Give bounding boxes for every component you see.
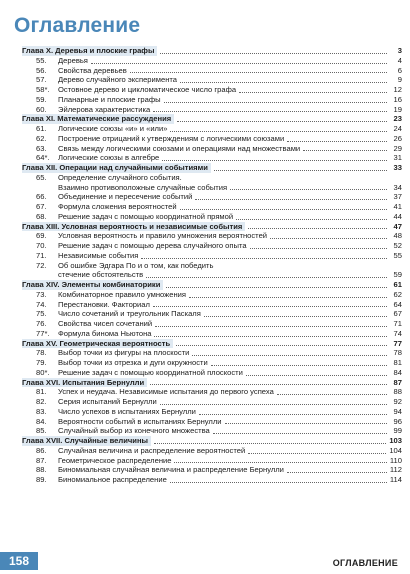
section-number: 58*. bbox=[36, 85, 50, 94]
dot-leader bbox=[146, 277, 387, 278]
page-ref: 96 bbox=[393, 416, 402, 426]
section-number: 87. bbox=[36, 455, 47, 465]
section-title: Построение отрицаний к утверждениям с логическими союзами bbox=[58, 133, 285, 143]
section-title: Биномиальная случайная величина и распределение Бернулли bbox=[58, 465, 284, 475]
toc-section-row bbox=[22, 475, 402, 485]
dot-leader bbox=[225, 423, 387, 424]
page-ref: 37 bbox=[393, 192, 402, 202]
table-of-contents bbox=[22, 46, 402, 485]
dot-leader bbox=[248, 453, 386, 454]
section-number: 76. bbox=[36, 319, 47, 328]
section-number: 63. bbox=[36, 143, 47, 153]
chapter-title: Глава XV. Геометрическая вероятность bbox=[22, 338, 171, 348]
page-ref: 29 bbox=[393, 143, 402, 153]
chapter-title: Глава XVII. Случайные величины bbox=[22, 436, 149, 445]
section-number: 84. bbox=[36, 416, 47, 426]
section-number: 70. bbox=[36, 241, 47, 250]
page-ref: 110 bbox=[389, 455, 402, 465]
toc-section-row bbox=[22, 105, 402, 115]
page-ref: 44 bbox=[393, 211, 402, 221]
dot-leader bbox=[213, 433, 387, 434]
dot-leader bbox=[195, 199, 387, 200]
page-ref: 71 bbox=[393, 319, 402, 328]
section-number: 55. bbox=[36, 55, 47, 65]
toc-section-row bbox=[22, 456, 402, 466]
dot-leader bbox=[153, 306, 387, 307]
section-number: 69. bbox=[36, 231, 47, 241]
page-ref: 112 bbox=[389, 465, 402, 475]
dot-leader bbox=[160, 53, 387, 54]
toc-section-row bbox=[22, 300, 402, 310]
section-title: Формула бинома Ньютона bbox=[58, 328, 152, 338]
section-number: 73. bbox=[36, 289, 47, 299]
toc-section-row bbox=[22, 144, 402, 154]
section-title: Логические союзы в алгебре bbox=[58, 153, 160, 163]
section-title: Выбор точки из фигуры на плоскости bbox=[58, 348, 190, 358]
dot-leader bbox=[162, 160, 387, 161]
dot-leader bbox=[130, 72, 387, 73]
toc-section-row bbox=[22, 202, 402, 212]
section-number: 75. bbox=[36, 309, 47, 319]
dot-leader bbox=[287, 472, 387, 473]
section-title: Остовное дерево и цикломатическое число графа bbox=[58, 85, 237, 94]
dot-leader bbox=[204, 316, 387, 317]
dot-leader bbox=[211, 365, 387, 366]
toc-section-row bbox=[22, 124, 402, 134]
section-number: 56. bbox=[36, 65, 47, 75]
section-number: 71. bbox=[36, 250, 47, 260]
toc-section-row bbox=[22, 192, 402, 202]
section-title: Комбинаторное правило умножения bbox=[58, 289, 187, 299]
running-footer-label: ОГЛАВЛЕНИЕ bbox=[332, 558, 398, 568]
dot-leader bbox=[174, 462, 386, 463]
toc-section-row bbox=[22, 397, 402, 407]
page-number: 158 bbox=[0, 552, 38, 570]
page-ref: 52 bbox=[393, 241, 402, 250]
section-title: Перестановки. Факториал bbox=[58, 299, 150, 309]
section-title: Логические союзы «и» и «или» bbox=[58, 124, 168, 133]
page-ref: 34 bbox=[393, 182, 402, 192]
chapter-title: Глава XIII. Условная вероятность и независимые события bbox=[22, 221, 243, 231]
dot-leader bbox=[192, 355, 387, 356]
section-title: Число сочетаний и треугольник Паскаля bbox=[58, 309, 201, 319]
section-number: 61. bbox=[36, 124, 47, 133]
page-ref: 78 bbox=[393, 348, 402, 358]
page-ref: 104 bbox=[389, 445, 402, 455]
page-ref: 12 bbox=[393, 85, 402, 94]
dot-leader bbox=[164, 102, 387, 103]
toc-section-row bbox=[22, 309, 402, 319]
toc-section-row bbox=[22, 231, 402, 241]
section-number: 79. bbox=[36, 358, 47, 367]
section-number: 89. bbox=[36, 475, 47, 484]
section-title: Эйлерова характеристика bbox=[58, 104, 151, 114]
page-ref: 61 bbox=[393, 280, 402, 289]
page-ref: 24 bbox=[393, 124, 402, 133]
dot-leader bbox=[250, 248, 387, 249]
page-ref: 47 bbox=[393, 221, 402, 231]
section-title: Биномиальное распределение bbox=[58, 475, 167, 484]
toc-chapter-row bbox=[22, 46, 402, 56]
section-title: Вероятности событий в испытаниях Бернулли bbox=[58, 416, 222, 426]
dot-leader bbox=[270, 238, 387, 239]
section-title: Выбор точки из отрезка и дуги окружности bbox=[58, 358, 208, 367]
toc-section-row bbox=[22, 417, 402, 427]
section-title: Связь между логическими союзами и операциями над множествами bbox=[58, 143, 301, 153]
dot-leader bbox=[287, 141, 387, 142]
dot-leader bbox=[177, 121, 387, 122]
section-number: 82. bbox=[36, 397, 47, 406]
section-number: 60. bbox=[36, 104, 47, 114]
dot-leader bbox=[141, 258, 387, 259]
chapter-title: Глава XIV. Элементы комбинаторики bbox=[22, 280, 161, 289]
toc-section-row bbox=[22, 348, 402, 358]
dot-leader bbox=[166, 287, 387, 288]
section-title: стечение обстоятельств bbox=[58, 270, 144, 280]
section-number: 85. bbox=[36, 426, 47, 436]
section-number: 80*. bbox=[36, 367, 50, 377]
toc-section-row bbox=[22, 183, 402, 193]
section-title: Геометрическое распределение bbox=[58, 455, 172, 465]
toc-section-row bbox=[22, 95, 402, 105]
section-title: Свойства деревьев bbox=[58, 65, 127, 75]
toc-section-row bbox=[22, 426, 402, 436]
toc-chapter-row bbox=[22, 222, 402, 232]
dot-leader bbox=[154, 336, 387, 337]
page-ref: 23 bbox=[393, 114, 402, 124]
chapter-title: Глава XI. Математические рассуждения bbox=[22, 114, 172, 124]
section-number: 78. bbox=[36, 348, 47, 358]
page-ref: 59 bbox=[393, 270, 402, 280]
toc-section-row bbox=[22, 212, 402, 222]
section-number: 67. bbox=[36, 202, 47, 211]
dot-leader bbox=[180, 209, 387, 210]
dot-leader bbox=[170, 482, 387, 483]
dot-leader bbox=[153, 111, 387, 112]
dot-leader bbox=[239, 92, 387, 93]
section-number: 72. bbox=[36, 260, 47, 270]
dot-leader bbox=[91, 63, 387, 64]
page-title: Оглавление bbox=[14, 14, 141, 37]
page-ref: 4 bbox=[397, 55, 402, 65]
dot-leader bbox=[248, 228, 387, 229]
section-number: 88. bbox=[36, 465, 47, 475]
section-title: Дерево случайного эксперимента bbox=[58, 75, 178, 85]
dot-leader bbox=[170, 131, 387, 132]
dot-leader bbox=[150, 384, 387, 385]
page-ref: 55 bbox=[393, 250, 402, 260]
page-ref: 19 bbox=[393, 104, 402, 114]
dot-leader bbox=[214, 170, 387, 171]
dot-leader bbox=[246, 375, 387, 376]
section-title: Планарные и плоские графы bbox=[58, 94, 161, 104]
toc-chapter-row bbox=[22, 436, 402, 446]
page-ref: 94 bbox=[393, 406, 402, 416]
page-ref: 9 bbox=[397, 75, 402, 85]
chapter-title: Глава X. Деревья и плоские графы bbox=[22, 46, 155, 55]
page-ref: 48 bbox=[393, 231, 402, 241]
dot-leader bbox=[154, 443, 386, 444]
page-ref: 3 bbox=[397, 46, 402, 55]
toc-section-row bbox=[22, 270, 402, 280]
section-title: Решение задач с помощью координатной плоскости bbox=[58, 367, 243, 377]
dot-leader bbox=[189, 297, 387, 298]
page-ref: 81 bbox=[393, 358, 402, 367]
page-ref: 77 bbox=[393, 338, 402, 348]
section-title: Объединение и пересечение событий bbox=[58, 192, 193, 202]
chapter-title: Глава XVI. Испытания Бернулли bbox=[22, 377, 145, 387]
page-ref: 74 bbox=[393, 328, 402, 338]
section-title: Определение случайного события. bbox=[58, 172, 182, 182]
toc-chapter-row bbox=[22, 163, 402, 173]
page-ref: 6 bbox=[397, 65, 402, 75]
toc-section-row bbox=[22, 173, 402, 183]
section-title: Об ошибке Эдгара По и о том, как победить bbox=[58, 260, 214, 270]
dot-leader bbox=[236, 219, 387, 220]
dot-leader bbox=[277, 394, 387, 395]
page-ref: 87 bbox=[393, 377, 402, 387]
toc-section-row bbox=[22, 241, 402, 251]
toc-section-row bbox=[22, 56, 402, 66]
section-title: Формула сложения вероятностей bbox=[58, 202, 177, 211]
toc-section-row bbox=[22, 329, 402, 339]
section-number: 77*. bbox=[36, 328, 50, 338]
toc-section-row bbox=[22, 134, 402, 144]
section-number: 83. bbox=[36, 406, 47, 416]
page-ref: 41 bbox=[393, 202, 402, 211]
section-number: 62. bbox=[36, 133, 47, 143]
section-title: Деревья bbox=[58, 55, 88, 65]
section-number: 86. bbox=[36, 445, 47, 455]
page-ref: 16 bbox=[393, 94, 402, 104]
dot-leader bbox=[230, 189, 387, 190]
dot-leader bbox=[176, 345, 387, 346]
toc-section-row bbox=[22, 465, 402, 475]
dot-leader bbox=[155, 326, 387, 327]
page-ref: 103 bbox=[389, 436, 402, 445]
dot-leader bbox=[180, 82, 387, 83]
toc-section-row bbox=[22, 368, 402, 378]
page-ref: 26 bbox=[393, 133, 402, 143]
section-title: Взаимно противоположные случайные события bbox=[58, 182, 228, 192]
toc-section-row bbox=[22, 319, 402, 329]
toc-section-row bbox=[22, 290, 402, 300]
toc-section-row bbox=[22, 75, 402, 85]
page-ref: 114 bbox=[389, 475, 402, 484]
page-ref: 99 bbox=[393, 426, 402, 436]
toc-section-row bbox=[22, 153, 402, 163]
dot-leader bbox=[199, 414, 387, 415]
page-ref: 84 bbox=[393, 367, 402, 377]
section-number: 81. bbox=[36, 387, 47, 397]
section-title: Случайный выбор из конечного множества bbox=[58, 426, 210, 436]
toc-section-row bbox=[22, 85, 402, 95]
section-number: 64*. bbox=[36, 153, 50, 163]
section-number: 59. bbox=[36, 94, 47, 104]
toc-section-row bbox=[22, 66, 402, 76]
section-number: 65. bbox=[36, 172, 47, 182]
section-number: 57. bbox=[36, 75, 47, 85]
section-title: Решение задач с помощью координатной прямой bbox=[58, 211, 234, 221]
section-title: Условная вероятность и правило умножения вероятностей bbox=[58, 231, 268, 241]
toc-section-row bbox=[22, 446, 402, 456]
section-title: Серия испытаний Бернулли bbox=[58, 397, 157, 406]
section-title: Решение задач с помощью дерева случайного опыта bbox=[58, 241, 247, 250]
page-ref: 62 bbox=[393, 289, 402, 299]
dot-leader bbox=[303, 150, 387, 151]
toc-section-row bbox=[22, 261, 402, 271]
section-number: 74. bbox=[36, 299, 47, 309]
chapter-title: Глава XII. Операции над случайными событиями bbox=[22, 163, 208, 172]
section-title: Успех и неудача. Независимые испытания до первого успеха bbox=[58, 387, 274, 397]
toc-chapter-row bbox=[22, 378, 402, 388]
page-ref: 31 bbox=[393, 153, 402, 163]
toc-section-row bbox=[22, 358, 402, 368]
toc-section-row bbox=[22, 407, 402, 417]
page-footer bbox=[0, 550, 410, 574]
toc-chapter-row bbox=[22, 114, 402, 124]
section-number: 68. bbox=[36, 211, 47, 221]
toc-chapter-row bbox=[22, 339, 402, 349]
page-ref: 64 bbox=[393, 299, 402, 309]
section-number: 66. bbox=[36, 192, 47, 202]
dot-leader bbox=[160, 404, 387, 405]
section-title: Свойства чисел сочетаний bbox=[58, 319, 153, 328]
section-title: Независимые события bbox=[58, 250, 139, 260]
toc-section-row bbox=[22, 251, 402, 261]
section-title: Число успехов в испытаниях Бернулли bbox=[58, 406, 196, 416]
section-title: Случайная величина и распределение вероятностей bbox=[58, 445, 246, 455]
toc-chapter-row bbox=[22, 280, 402, 290]
page-ref: 92 bbox=[393, 397, 402, 406]
page-ref: 88 bbox=[393, 387, 402, 397]
page-ref: 67 bbox=[393, 309, 402, 319]
toc-section-row bbox=[22, 387, 402, 397]
page-ref: 33 bbox=[393, 163, 402, 172]
